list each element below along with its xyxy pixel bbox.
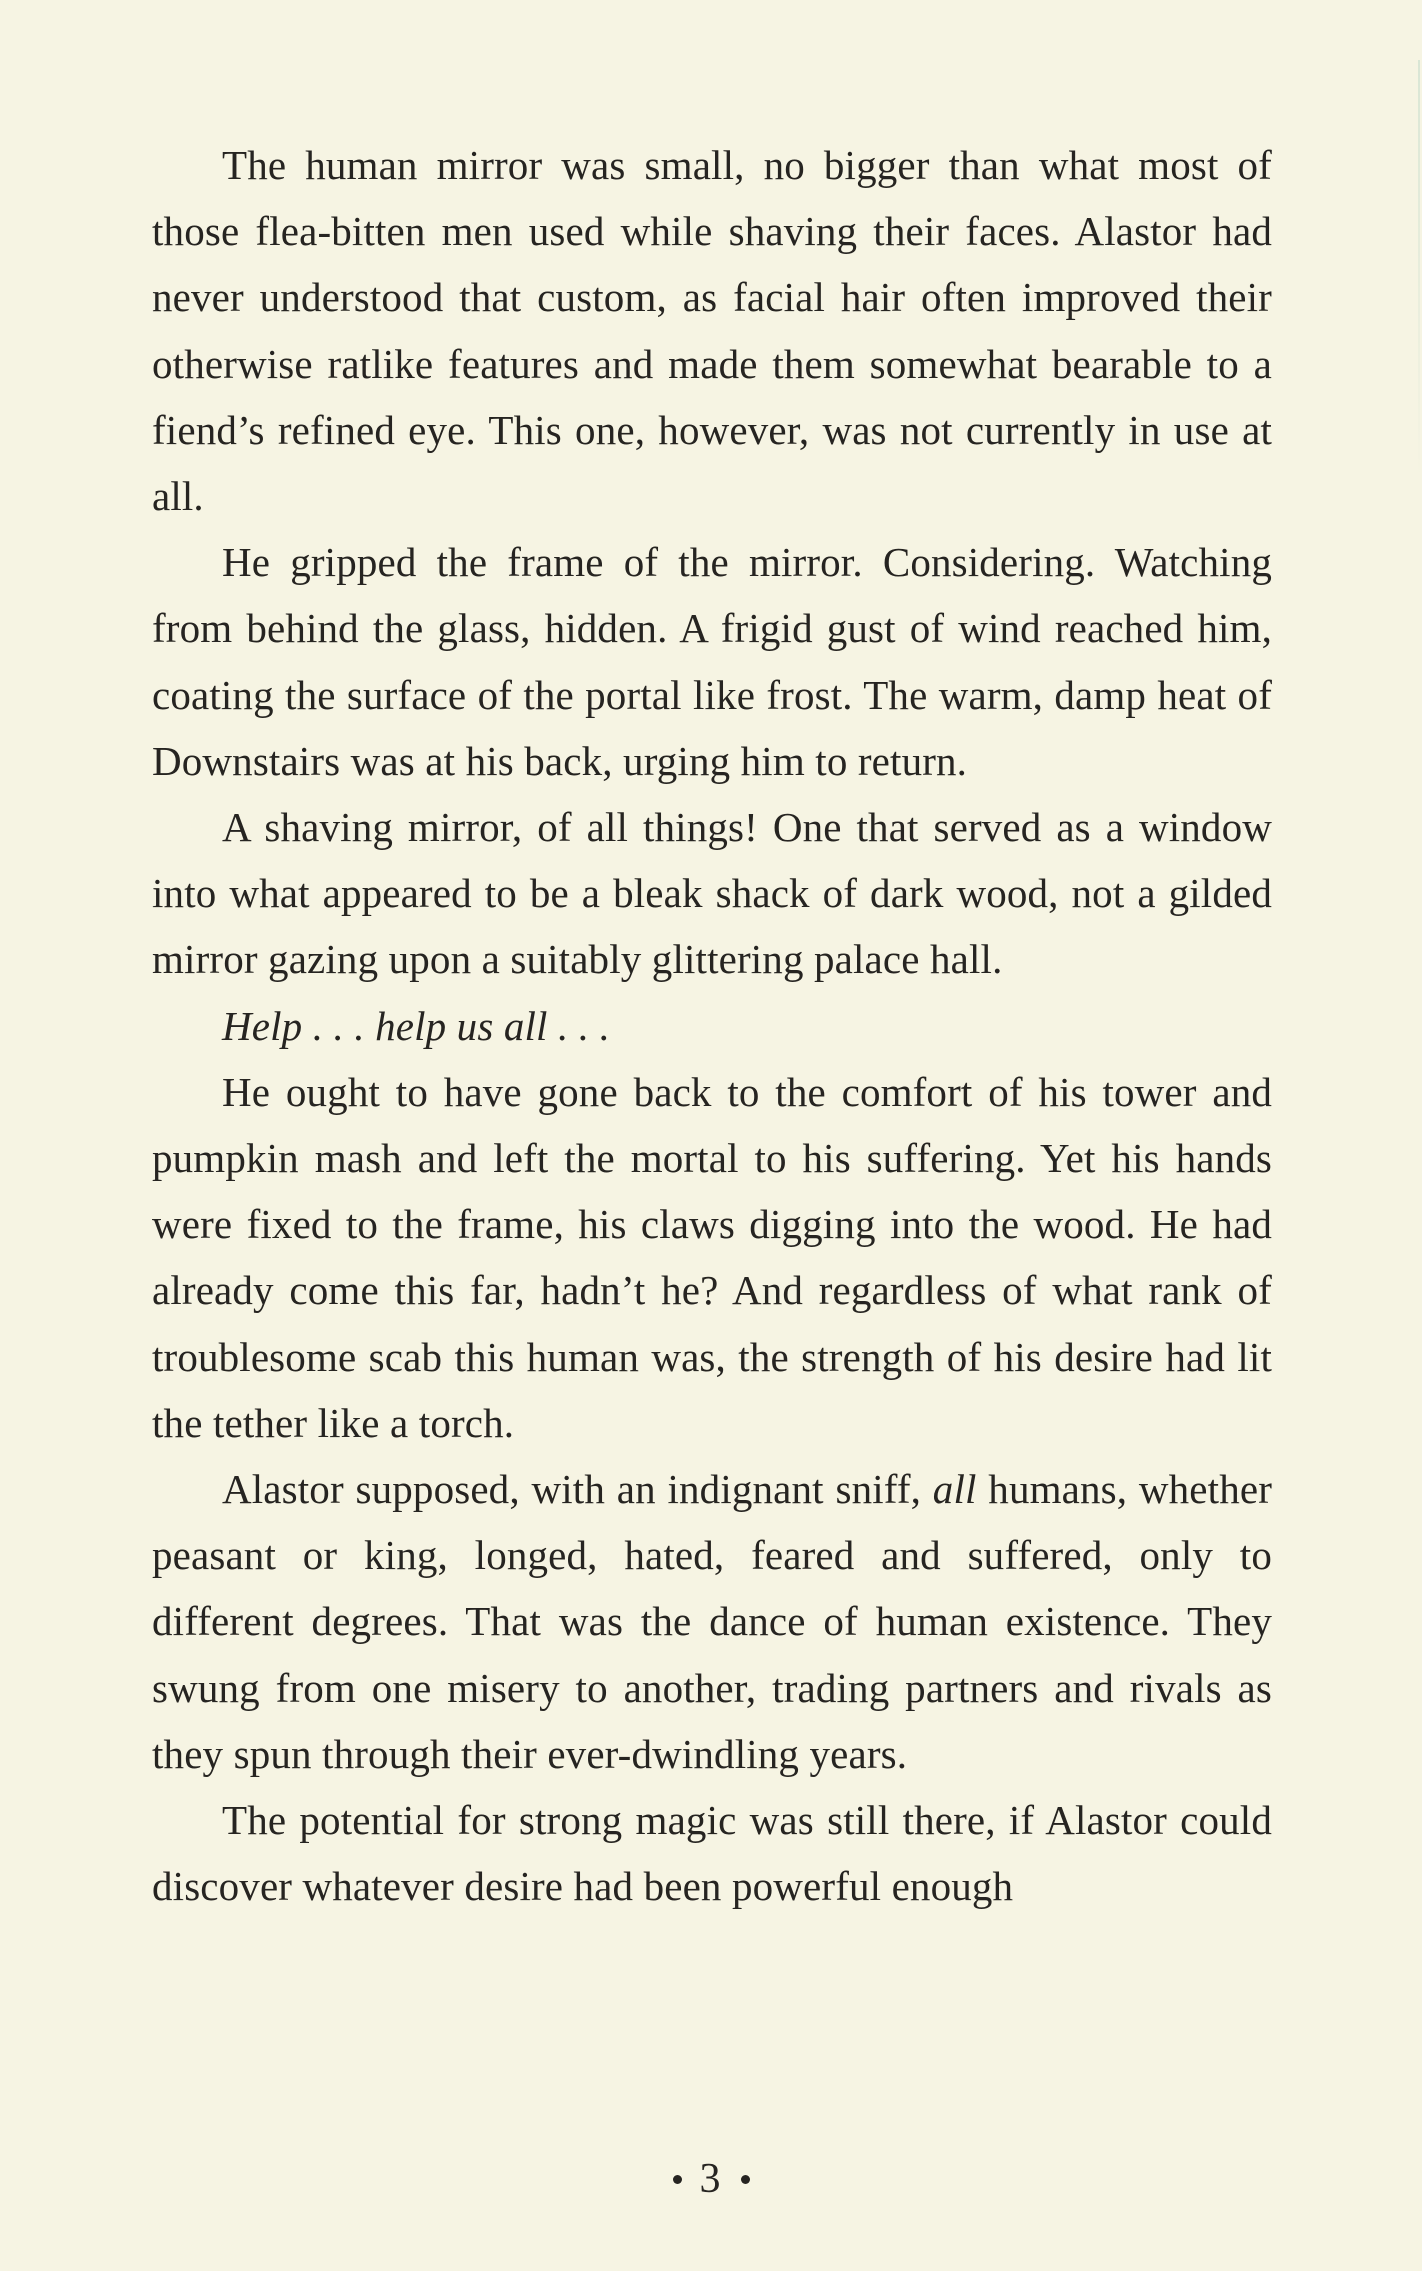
paragraph-7	[152, 1787, 1272, 1919]
italic-run: all	[932, 1466, 977, 1513]
text-run: Alastor supposed, with an indignant sniff,	[222, 1466, 933, 1513]
body-text	[152, 132, 1272, 1919]
paragraph-3	[152, 794, 1272, 993]
page-edge-shading	[1418, 60, 1420, 480]
paragraph-6	[152, 1456, 1272, 1787]
text-run: The potential for strong magic was still there, if Alastor could discover whatever desire had been powerful enough	[152, 1797, 1272, 1910]
text-run: He ought to have gone back to the comfort of his tower and pumpkin mash and left the mortal to his suffering. Yet his hands were fixed to the frame, his claws digging into the wood. He had already come this far, hadn’t he? And regardless of what rank of troublesome scab this human was, the strength of his desire had lit the tether like a torch.	[152, 1068, 1272, 1446]
text-run: humans, whether peasant or king, longed, hated, feared and suffered, only to different degrees. That was the dance of human existence. They swung from one misery to another, trading partners and rivals as they spun through their ever-dwindling years.	[152, 1466, 1272, 1777]
paragraph-4-italic-whisper	[152, 993, 1272, 1059]
page-number	[0, 2155, 1422, 2203]
paragraph-1	[152, 132, 1272, 529]
text-run: The human mirror was small, no bigger than what most of those flea-bitten men used while shaving their faces. Alastor had never understood that custom, as facial hair often improved their otherwise ratlike features and made them somewhat bearable to a fiend’s refined eye. This one, however, was not currently in use at all.	[152, 142, 1272, 520]
folio-dot-right	[741, 2175, 750, 2184]
paragraph-5	[152, 1059, 1272, 1456]
paragraph-2	[152, 529, 1272, 794]
folio-dot-left	[673, 2175, 682, 2184]
italic-run: Help . . . help us all . . .	[222, 1002, 610, 1049]
text-run: A shaving mirror, of all things! One that served as a window into what appeared to be a bleak shack of dark wood, not a gilded mirror gazing upon a suitably glittering palace hall.	[152, 804, 1272, 983]
page-number-value: 3	[699, 2156, 723, 2202]
text-run: He gripped the frame of the mirror. Considering. Watching from behind the glass, hidden. A frigid gust of wind reached him, coating the surface of the portal like frost. The warm, damp heat of Downstairs was at his back, urging him to return.	[152, 539, 1272, 784]
